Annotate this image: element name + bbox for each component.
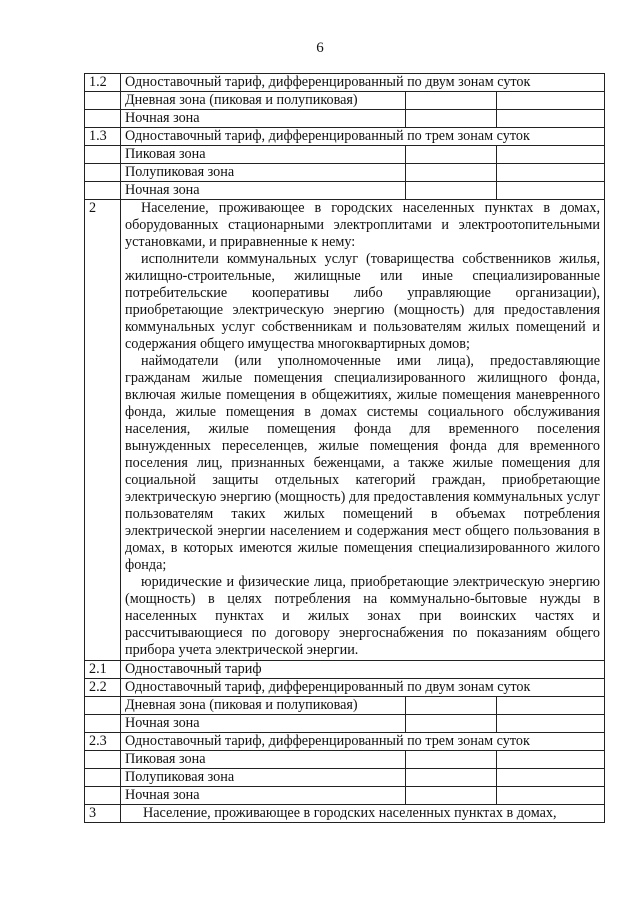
zone-name: Пиковая зона — [121, 146, 406, 164]
value-cell — [497, 715, 605, 733]
value-cell — [497, 182, 605, 200]
table-row — [85, 164, 605, 182]
row-number-empty — [85, 715, 121, 733]
description-paragraph: Население, проживающее в городских населенных пунктах в домах, оборудованных стационарными электроплитами и электроотопительными установками, и приравненные к нему: — [125, 200, 600, 250]
zone-name: Пиковая зона — [121, 751, 406, 769]
value-cell — [406, 751, 497, 769]
row-number-empty — [85, 110, 121, 128]
table-row — [85, 769, 605, 787]
page-number: 6 — [316, 40, 324, 56]
value-cell — [406, 697, 497, 715]
row-number: 1.3 — [85, 128, 121, 146]
zone-name: Ночная зона — [121, 110, 406, 128]
row-number-empty — [85, 769, 121, 787]
tariff-name: Одноставочный тариф — [121, 661, 605, 679]
zone-name: Ночная зона — [121, 787, 406, 805]
table-row — [85, 128, 605, 146]
value-cell — [497, 164, 605, 182]
row-number: 2.1 — [85, 661, 121, 679]
value-cell — [406, 182, 497, 200]
row-number: 1.2 — [85, 74, 121, 92]
tariff-heading: Одноставочный тариф, дифференцированный по трем зонам суток — [121, 733, 605, 751]
table-row — [85, 146, 605, 164]
table-row — [85, 733, 605, 751]
description-paragraph: наймодатели (или уполномоченные ими лица), предоставляющие гражданам жилые помещения специализированного жилищного фонда, включая жилые помещения в общежитиях, жилые помещения маневренного фонда, жилые помещения в домах системы социального обслуживания населения, жилые помещения фонда для временного поселения вынужденных переселенцев, жилые помещения фонда для временного поселения лиц, признанных беженцами, а также жилые помещения для социальной защиты отдельных категорий граждан, приобретающие электрическую энергию (мощность) для предоставления коммунальных услуг пользователям таких жилых помещений в объемах потребления электрической энергии населением и содержания мест общего пользования в домах, в которых имеются жилые помещения специализированного жилого фонда; — [125, 353, 600, 573]
table-row — [85, 805, 605, 823]
tariff-heading: Одноставочный тариф, дифференцированный по двум зонам суток — [121, 679, 605, 697]
tariff-heading: Одноставочный тариф, дифференцированный по двум зонам суток — [121, 74, 605, 92]
table-row — [85, 661, 605, 679]
value-cell — [497, 146, 605, 164]
zone-name: Полупиковая зона — [121, 164, 406, 182]
value-cell — [497, 92, 605, 110]
table-row — [85, 110, 605, 128]
value-cell — [497, 751, 605, 769]
row-number: 3 — [85, 805, 121, 823]
value-cell — [497, 769, 605, 787]
table-row — [85, 751, 605, 769]
zone-name: Дневная зона (пиковая и полупиковая) — [121, 697, 406, 715]
value-cell — [406, 787, 497, 805]
row-number: 2 — [85, 200, 121, 661]
zone-name: Дневная зона (пиковая и полупиковая) — [121, 92, 406, 110]
value-cell — [406, 769, 497, 787]
value-cell — [406, 146, 497, 164]
value-cell — [497, 787, 605, 805]
value-cell — [497, 110, 605, 128]
row-number: 2.3 — [85, 733, 121, 751]
tariff-table — [84, 73, 605, 823]
value-cell — [406, 110, 497, 128]
table-row — [85, 679, 605, 697]
table-row — [85, 74, 605, 92]
table-row — [85, 787, 605, 805]
category-description: Население, проживающее в городских населенных пунктах в домах, — [121, 805, 605, 823]
zone-name: Полупиковая зона — [121, 769, 406, 787]
category-description — [121, 200, 605, 661]
table-row — [85, 182, 605, 200]
zone-name: Ночная зона — [121, 715, 406, 733]
row-number-empty — [85, 787, 121, 805]
description-paragraph: исполнители коммунальных услуг (товарищества собственников жилья, жилищно-строительные, жилищные или иные специализированные потребительские кооперативы либо управляющие организации), приобретающие электрическую энергию (мощность) для предоставления коммунальных услуг собственникам и пользователям жилых помещений и содержания общего имущества многоквартирных домов; — [125, 251, 600, 352]
row-number-empty — [85, 751, 121, 769]
value-cell — [406, 715, 497, 733]
value-cell — [406, 164, 497, 182]
table-row — [85, 200, 605, 661]
row-number-empty — [85, 146, 121, 164]
description-paragraph: юридические и физические лица, приобретающие электрическую энергию (мощность) в целях потребления на коммунально-бытовые нужды в населенных пунктах и жилых зонах при воинских частях и рассчитывающиеся по договору энергоснабжения по показаниям общего прибора учета электрической энергии. — [125, 574, 600, 658]
table-row — [85, 697, 605, 715]
row-number: 2.2 — [85, 679, 121, 697]
zone-name: Ночная зона — [121, 182, 406, 200]
row-number-empty — [85, 697, 121, 715]
row-number-empty — [85, 182, 121, 200]
table-row — [85, 715, 605, 733]
value-cell — [497, 697, 605, 715]
tariff-heading: Одноставочный тариф, дифференцированный по трем зонам суток — [121, 128, 605, 146]
row-number-empty — [85, 92, 121, 110]
value-cell — [406, 92, 497, 110]
row-number-empty — [85, 164, 121, 182]
table-row — [85, 92, 605, 110]
